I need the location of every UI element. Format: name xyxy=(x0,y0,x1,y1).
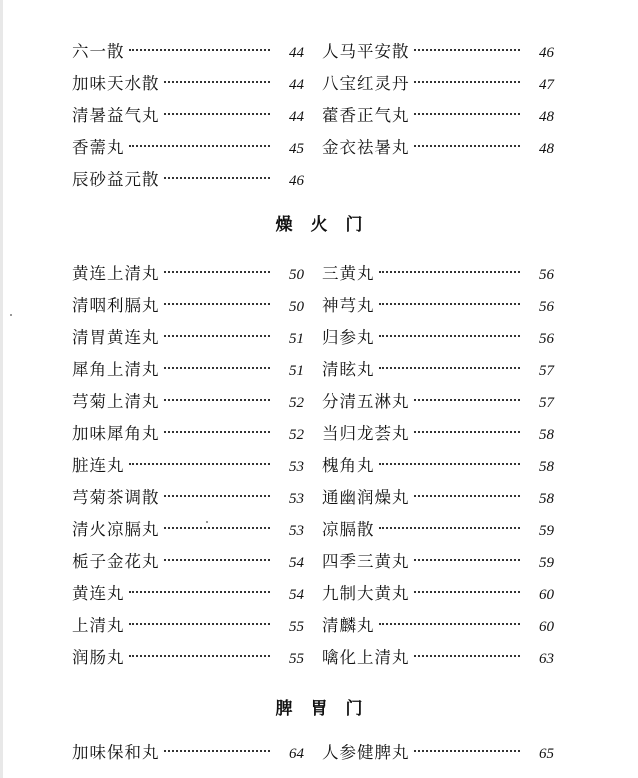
section-title: 脾胃门 xyxy=(275,699,381,719)
leader-dots xyxy=(164,495,271,497)
leader-dots xyxy=(164,527,271,529)
toc-entry xyxy=(322,450,554,482)
page-edge xyxy=(0,0,3,778)
entry-name: 神芎丸 xyxy=(322,296,375,315)
scan-speck xyxy=(206,521,208,523)
entry-name: 辰砂益元散 xyxy=(72,170,160,189)
toc-entry xyxy=(322,418,554,450)
column-right xyxy=(322,36,554,164)
entry-name: 八宝红灵丹 xyxy=(322,74,410,93)
entry-name: 通幽润燥丸 xyxy=(322,488,410,507)
entry-page: 60 xyxy=(539,619,554,635)
column-right xyxy=(322,258,554,674)
leader-dots xyxy=(164,335,271,337)
leader-dots xyxy=(414,399,521,401)
entry-name: 三黄丸 xyxy=(322,264,375,283)
entry-name: 黄连上清丸 xyxy=(72,264,160,283)
toc-entry xyxy=(72,450,304,482)
entry-name: 分清五淋丸 xyxy=(322,392,410,411)
toc-entry xyxy=(72,418,304,450)
entry-name: 清胃黄连丸 xyxy=(72,328,160,347)
leader-dots xyxy=(164,303,271,305)
entry-page: 51 xyxy=(289,363,304,379)
leader-dots xyxy=(164,431,271,433)
leader-dots xyxy=(164,367,271,369)
leader-dots xyxy=(164,113,271,115)
entry-name: 槐角丸 xyxy=(322,456,375,475)
entry-page: 59 xyxy=(539,523,554,539)
toc-entry xyxy=(72,482,304,514)
entry-name: 加味犀角丸 xyxy=(72,424,160,443)
toc-entry xyxy=(72,610,304,642)
toc-entry xyxy=(72,290,304,322)
leader-dots xyxy=(129,145,271,147)
leader-dots xyxy=(164,271,271,273)
entry-page: 59 xyxy=(539,555,554,571)
toc-entry xyxy=(72,514,304,546)
entry-page: 52 xyxy=(289,427,304,443)
entry-page: 58 xyxy=(539,491,554,507)
entry-page: 53 xyxy=(289,459,304,475)
entry-name: 香薷丸 xyxy=(72,138,125,157)
leader-dots xyxy=(414,49,521,51)
toc-entry xyxy=(72,100,304,132)
entry-page: 50 xyxy=(289,299,304,315)
entry-name: 六一散 xyxy=(72,42,125,61)
entry-page: 46 xyxy=(289,173,304,189)
entry-name: 人马平安散 xyxy=(322,42,410,61)
toc-entry xyxy=(72,578,304,610)
entry-name: 芎菊茶调散 xyxy=(72,488,160,507)
toc-entry xyxy=(322,258,554,290)
entry-page: 58 xyxy=(539,459,554,475)
leader-dots xyxy=(414,655,521,657)
toc-entry xyxy=(72,322,304,354)
leader-dots xyxy=(129,49,271,51)
toc-entry xyxy=(322,642,554,674)
entry-page: 51 xyxy=(289,331,304,347)
entry-name: 清麟丸 xyxy=(322,616,375,635)
entry-name: 加味保和丸 xyxy=(72,743,160,762)
leader-dots xyxy=(414,591,521,593)
leader-dots xyxy=(414,750,521,752)
toc-entry xyxy=(322,737,554,769)
toc-entry xyxy=(72,737,304,769)
entry-name: 人参健脾丸 xyxy=(322,743,410,762)
leader-dots xyxy=(414,81,521,83)
entry-page: 56 xyxy=(539,331,554,347)
toc-entry xyxy=(72,36,304,68)
column-left xyxy=(72,737,304,769)
toc-entry xyxy=(322,68,554,100)
entry-page: 63 xyxy=(539,651,554,667)
entry-page: 57 xyxy=(539,395,554,411)
entry-page: 48 xyxy=(539,109,554,125)
leader-dots xyxy=(164,750,271,752)
toc-entry xyxy=(72,386,304,418)
leader-dots xyxy=(129,655,271,657)
leader-dots xyxy=(164,81,271,83)
leader-dots xyxy=(414,113,521,115)
leader-dots xyxy=(164,559,271,561)
leader-dots xyxy=(379,463,521,465)
leader-dots xyxy=(379,303,521,305)
toc-entry xyxy=(322,386,554,418)
toc-entry xyxy=(322,290,554,322)
toc-entry xyxy=(322,354,554,386)
leader-dots xyxy=(379,335,521,337)
entry-name: 归参丸 xyxy=(322,328,375,347)
entry-page: 64 xyxy=(289,746,304,762)
entry-page: 56 xyxy=(539,267,554,283)
entry-page: 53 xyxy=(289,491,304,507)
entry-name: 凉膈散 xyxy=(322,520,375,539)
entry-name: 九制大黄丸 xyxy=(322,584,410,603)
entry-name: 四季三黄丸 xyxy=(322,552,410,571)
leader-dots xyxy=(129,463,271,465)
entry-name: 清火凉膈丸 xyxy=(72,520,160,539)
toc-entry xyxy=(72,546,304,578)
entry-page: 54 xyxy=(289,587,304,603)
column-left xyxy=(72,258,304,674)
leader-dots xyxy=(129,623,271,625)
toc-entry xyxy=(322,36,554,68)
leader-dots xyxy=(414,145,521,147)
leader-dots xyxy=(129,591,271,593)
entry-name: 清暑益气丸 xyxy=(72,106,160,125)
toc-entry xyxy=(72,258,304,290)
entry-name: 清咽利膈丸 xyxy=(72,296,160,315)
entry-page: 50 xyxy=(289,267,304,283)
leader-dots xyxy=(379,367,521,369)
entry-page: 44 xyxy=(289,45,304,61)
toc-entry xyxy=(322,610,554,642)
column-right xyxy=(322,737,554,769)
entry-page: 60 xyxy=(539,587,554,603)
entry-name: 栀子金花丸 xyxy=(72,552,160,571)
entry-page: 58 xyxy=(539,427,554,443)
entry-page: 44 xyxy=(289,109,304,125)
leader-dots xyxy=(379,527,521,529)
toc-entry xyxy=(322,514,554,546)
entry-name: 脏连丸 xyxy=(72,456,125,475)
leader-dots xyxy=(164,177,271,179)
toc-entry xyxy=(322,132,554,164)
entry-page: 48 xyxy=(539,141,554,157)
toc-entry xyxy=(322,578,554,610)
entry-name: 润肠丸 xyxy=(72,648,125,667)
toc-entry xyxy=(322,322,554,354)
entry-name: 犀角上清丸 xyxy=(72,360,160,379)
leader-dots xyxy=(414,431,521,433)
section-title: 燥火门 xyxy=(275,215,381,235)
toc-entry xyxy=(72,642,304,674)
entry-page: 53 xyxy=(289,523,304,539)
leader-dots xyxy=(379,271,521,273)
entry-name: 芎菊上清丸 xyxy=(72,392,160,411)
leader-dots xyxy=(414,559,521,561)
entry-page: 47 xyxy=(539,77,554,93)
toc-entry xyxy=(72,68,304,100)
entry-name: 金衣祛暑丸 xyxy=(322,138,410,157)
toc-entry xyxy=(322,100,554,132)
entry-name: 加味天水散 xyxy=(72,74,160,93)
column-left xyxy=(72,36,304,196)
entry-name: 上清丸 xyxy=(72,616,125,635)
entry-page: 52 xyxy=(289,395,304,411)
leader-dots xyxy=(414,495,521,497)
entry-name: 清眩丸 xyxy=(322,360,375,379)
entry-name: 藿香正气丸 xyxy=(322,106,410,125)
entry-page: 45 xyxy=(289,141,304,157)
entry-page: 65 xyxy=(539,746,554,762)
entry-name: 黄连丸 xyxy=(72,584,125,603)
toc-entry xyxy=(72,164,304,196)
entry-page: 46 xyxy=(539,45,554,61)
leader-dots xyxy=(379,623,521,625)
toc-entry xyxy=(72,354,304,386)
toc-entry xyxy=(72,132,304,164)
scan-speck xyxy=(10,314,12,316)
entry-page: 55 xyxy=(289,619,304,635)
leader-dots xyxy=(164,399,271,401)
entry-name: 当归龙荟丸 xyxy=(322,424,410,443)
entry-name: 噙化上清丸 xyxy=(322,648,410,667)
toc-entry xyxy=(322,482,554,514)
entry-page: 54 xyxy=(289,555,304,571)
entry-page: 57 xyxy=(539,363,554,379)
entry-page: 55 xyxy=(289,651,304,667)
toc-entry xyxy=(322,546,554,578)
entry-page: 44 xyxy=(289,77,304,93)
entry-page: 56 xyxy=(539,299,554,315)
